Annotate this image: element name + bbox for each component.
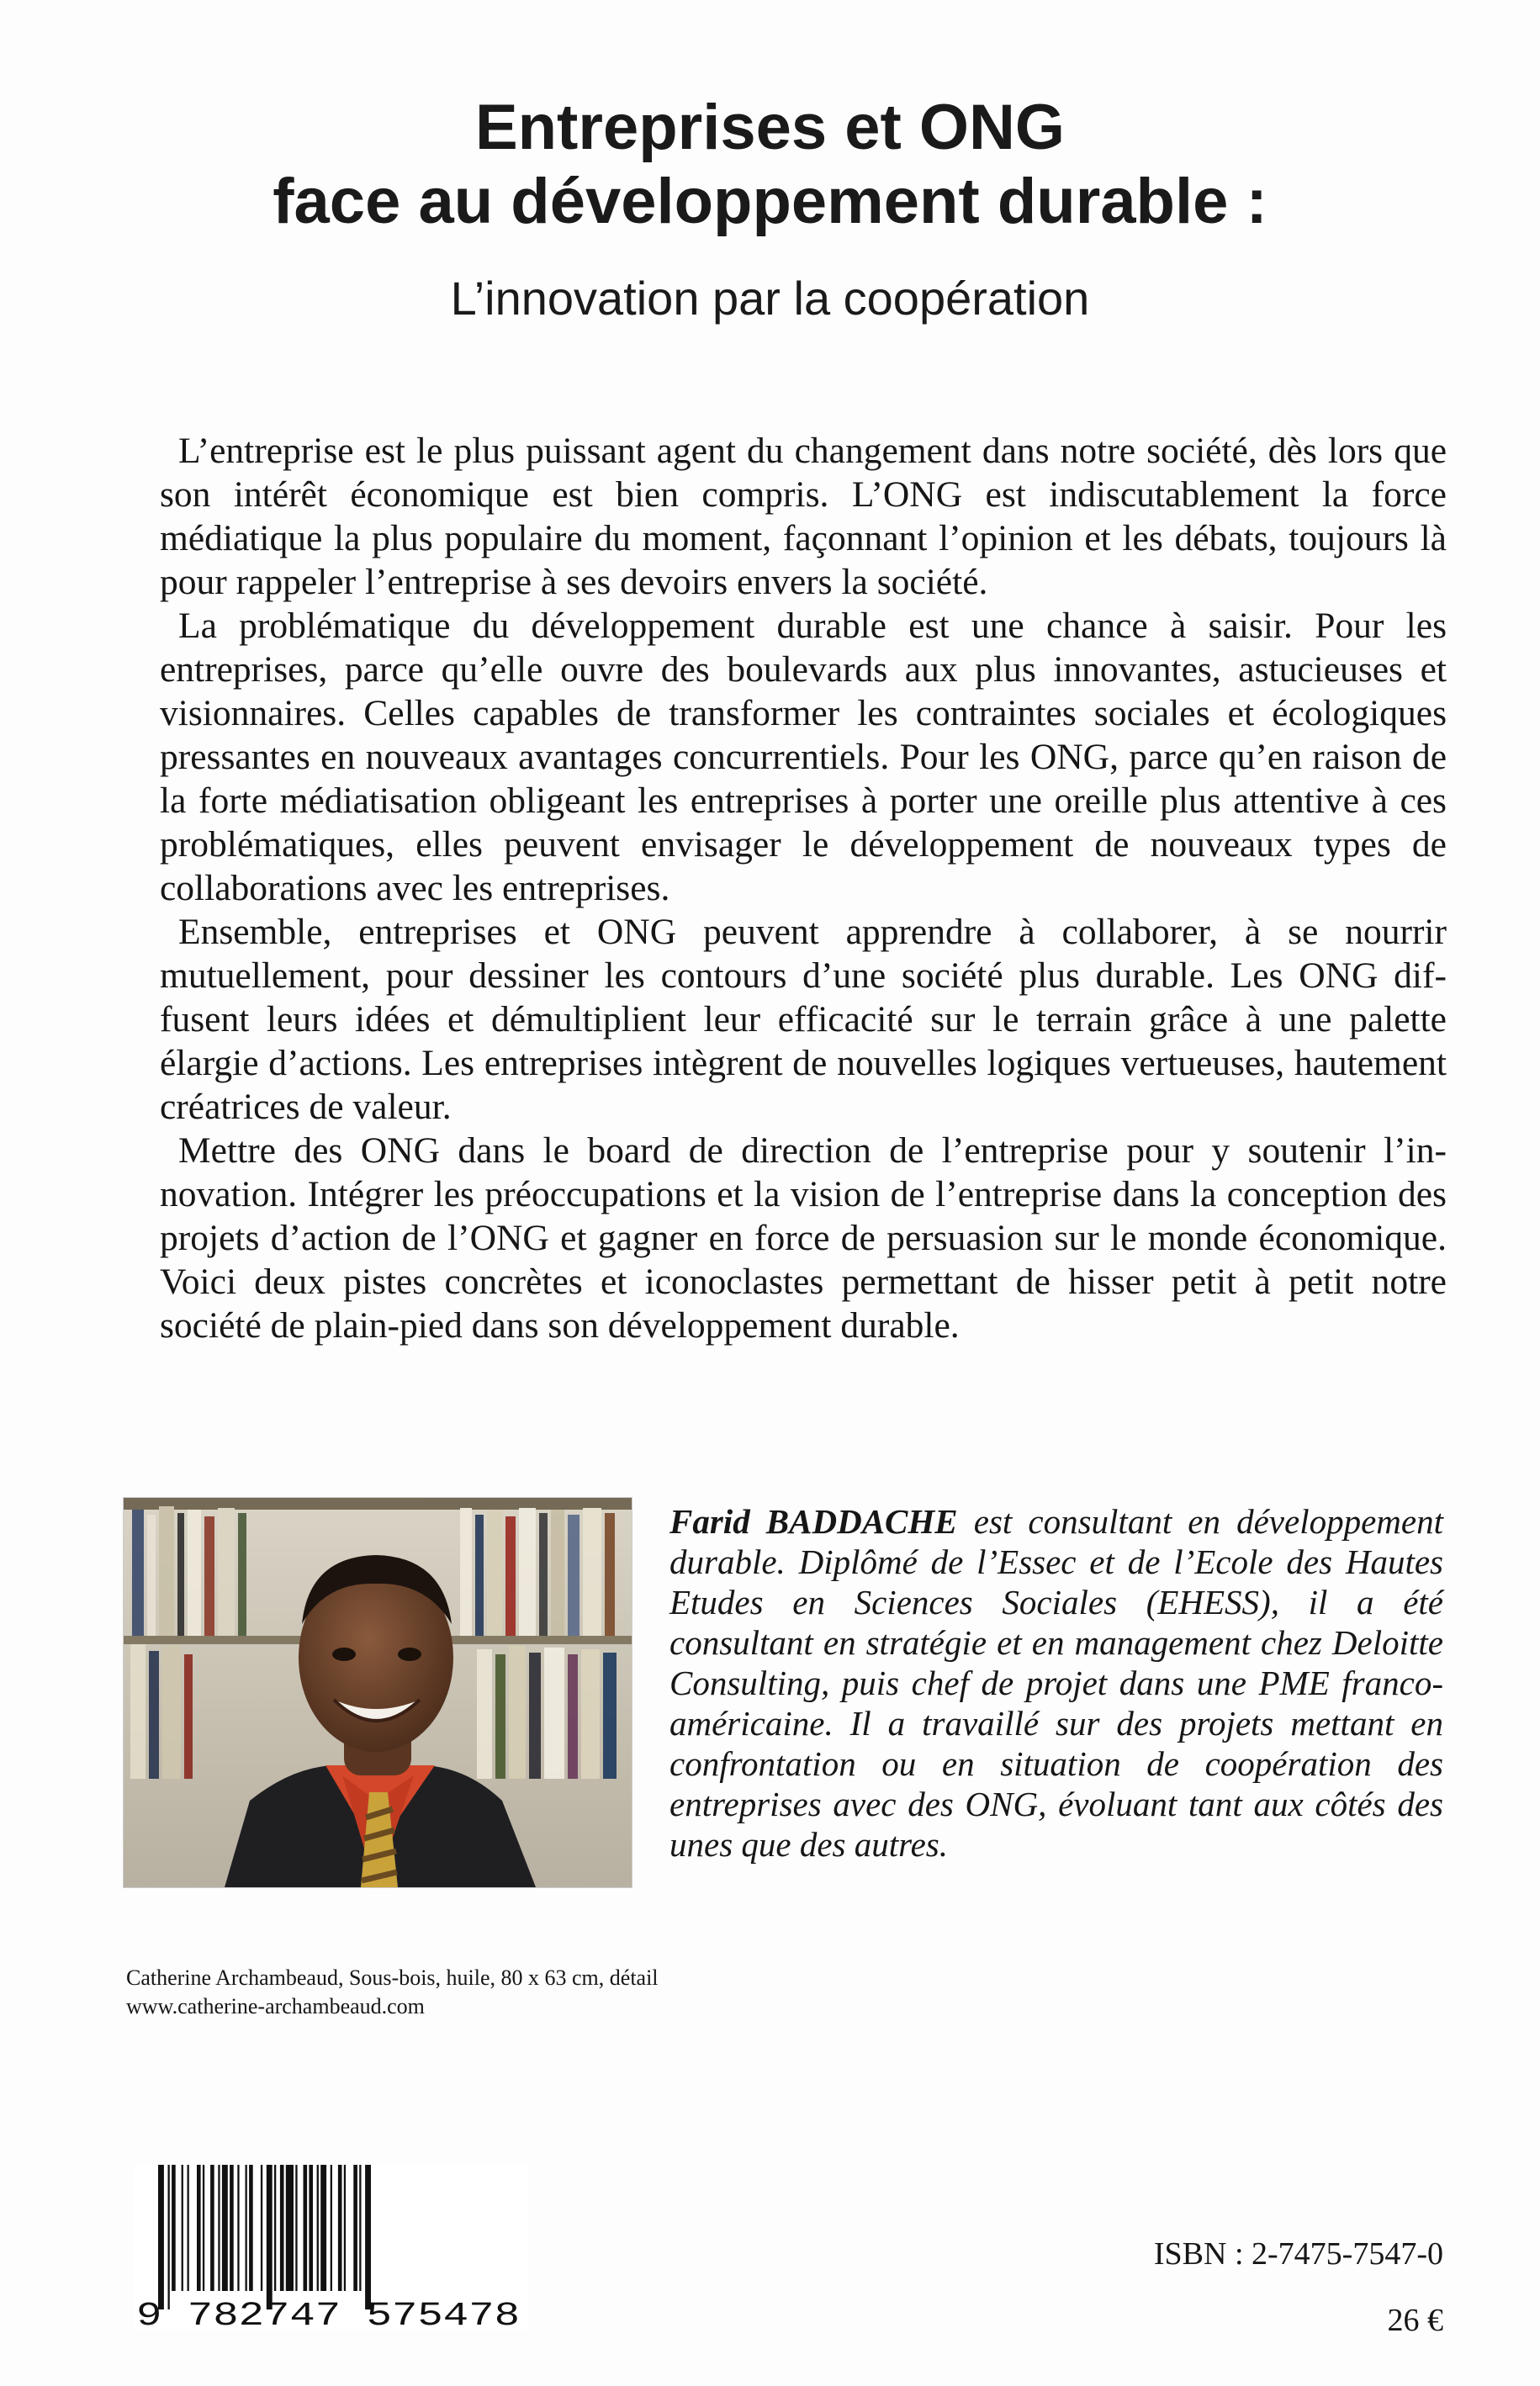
title-line-1: Entreprises et ONG	[474, 92, 1066, 163]
cover-art-credit	[126, 1964, 883, 2021]
author-bio-text: est consultant en développement durable. Diplômé de l’Essec et de l’Ecole des Hautes Etudes en Sciences Sociales (EHESS), il a été consultant en stratégie et en management chez Deloitte Consulting, puis chef de projet dans une PME franco-américaine. Il a travaillé sur des projets mettant en confrontation ou en situation de coopération des entreprises avec des ONG, évoluant tant aux côtés des unes que des autres.	[669, 1502, 1443, 1864]
barcode-graphic	[133, 2165, 528, 2330]
barcode-digits: 9 782747 575478	[136, 2298, 520, 2330]
book-subtitle: L’innovation par la coopération	[450, 272, 1090, 325]
credit-line-website: www.catherine-archambeaud.com	[126, 1994, 425, 2018]
blurb-text	[160, 429, 1447, 1347]
isbn: ISBN : 2-7475-7547-0	[1153, 2236, 1443, 2272]
blurb-paragraph: L’entreprise est le plus puissant agent du changement dans notre société, dès lors que son intérêt économique est bien compris. L’ONG est indiscutablement la force médiatique la plus populaire du moment, façonnant l’opinion et les débats, toujours là pour rappeler l’entreprise à ses devoirs envers la société.	[160, 431, 1447, 602]
author-photo-illustration	[124, 1498, 632, 1887]
price: 26 €	[1387, 2303, 1443, 2338]
author-name: Farid BADDACHE	[669, 1502, 958, 1541]
blurb-paragraph: Ensemble, entreprises et ONG peuvent apprendre à collaborer, à se nourrir mutuellement, pour dessiner les contours d’une société plus durable. Les ONG diffusent leurs idées et démultiplient leur efficacité sur le terrain grâce à une palette élargie d’actions. Les entreprises intègrent de nouvelles logiques vertueuses, hautement créatrices de valeur.	[160, 912, 1447, 1127]
title-line-2: face au développement durable :	[273, 166, 1267, 237]
blurb-paragraph: Mettre des ONG dans le board de direction de l’entreprise pour y soutenir l’innovation. Intégrer les préoccupations et la vision de l’entreprise dans la conception des projets d’action de l’ONG et gagner en force de persuasion sur le monde économique. Voici deux pistes concrètes et iconoclastes permettant de hisser petit à petit notre société de plain-pied dans son développement durable.	[160, 1130, 1447, 1346]
blurb-paragraph: La problématique du développement durable est une chance à saisir. Pour les entreprises, parce qu’elle ouvre des boulevards aux plus innovantes, astucieuses et visionnaires. Celles capables de transformer les contraintes sociales et écologiques pressantes en nouveaux avantages concurrentiels. Pour les ONG, parce qu’en raison de la forte médiatisation obligeant les entreprises à porter une oreille plus attentive à ces problématiques, elles peuvent envisager le développement de nouveaux types de collaborations avec les entreprises.	[160, 606, 1447, 908]
credit-line-painting: Catherine Archambeaud, Sous-bois, huile, 80 x 63 cm, détail	[126, 1965, 659, 1990]
author-bio	[669, 1501, 1443, 1865]
author-photo	[123, 1497, 632, 1888]
book-title	[0, 91, 1540, 239]
barcode	[133, 2165, 528, 2330]
